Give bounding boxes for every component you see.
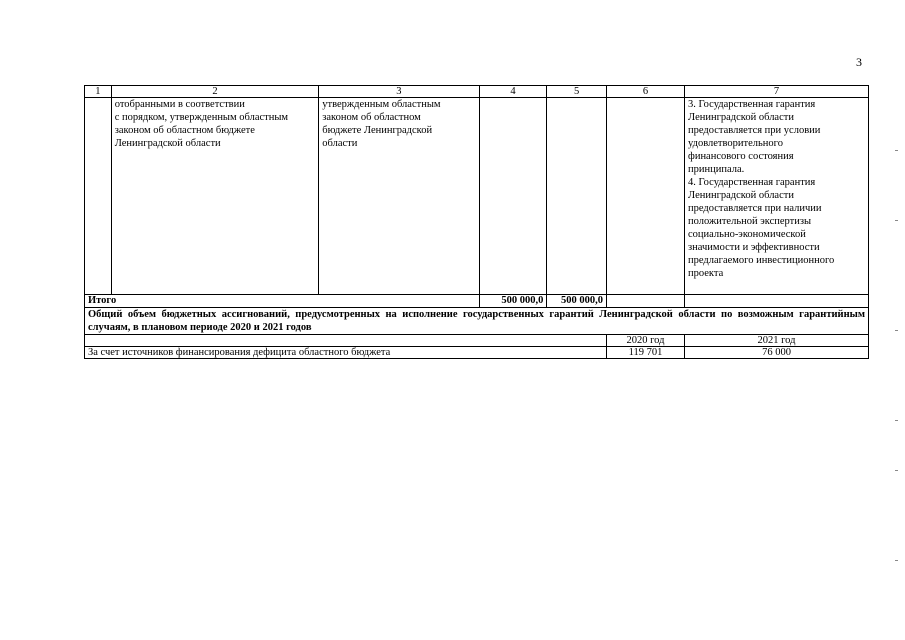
cell-2-line: отобранными в соответствии [114, 99, 245, 110]
year-2020: 2020 год [606, 335, 684, 347]
funding-value-2020: 119 701 [606, 347, 684, 359]
cell-7-line: Ленинградской области [688, 112, 794, 123]
cell-7-line: Ленинградской области [688, 190, 794, 201]
row-cell-4 [479, 98, 547, 295]
cell-3-line: бюджете Ленинградской [322, 125, 433, 136]
header-row [85, 86, 869, 98]
total-empty-col7 [685, 295, 869, 308]
cell-7-line: финансового состояния [688, 151, 794, 162]
scan-mark [895, 560, 898, 561]
row-cell-6 [606, 98, 684, 295]
cell-7-line: проекта [688, 268, 724, 279]
scan-mark [895, 150, 898, 151]
cell-7-line: предоставляется при наличии [688, 203, 822, 214]
scan-mark [895, 220, 898, 221]
funding-label: За счет источников финансирования дефицита областного бюджета [85, 347, 607, 359]
total-value-col4: 500 000,0 [479, 295, 547, 308]
row-cell-1 [85, 98, 112, 295]
header-cell-2: 2 [111, 86, 319, 98]
cell-7-line: положительной экспертизы [688, 216, 812, 227]
scan-mark [895, 420, 898, 421]
cell-2-line: с порядком, утвержденным областным [114, 112, 289, 123]
row-cell-7 [685, 98, 869, 295]
total-label: Итого [85, 295, 480, 308]
cell-7-line: социально-экономической [688, 229, 806, 240]
cell-7-line: удовлетворительного [688, 138, 783, 149]
cell-7-line: предлагаемого инвестиционного [688, 255, 835, 266]
header-cell-1: 1 [85, 86, 112, 98]
row-cell-2 [111, 98, 319, 295]
header-cell-6: 6 [606, 86, 684, 98]
years-row [85, 335, 869, 347]
funding-row [85, 347, 869, 359]
scan-mark [895, 330, 898, 331]
scan-mark [895, 470, 898, 471]
header-cell-4: 4 [479, 86, 547, 98]
page-number: 3 [856, 55, 862, 69]
cell-3-line: утвержденным областным [322, 99, 441, 110]
total-value-col5: 500 000,0 [547, 295, 607, 308]
year-2021: 2021 год [685, 335, 869, 347]
header-cell-3: 3 [319, 86, 479, 98]
cell-7-line: предоставляется при условии [688, 125, 821, 136]
summary-text: Общий объем бюджетных ассигнований, предусмотренных на исполнение государственных гарантий Ленинградской области по возможным гарантийным случаям, в плановом периоде 2020 и 2021 годов [85, 308, 869, 335]
total-row [85, 295, 869, 308]
cell-3-line: законом об областном [322, 112, 421, 123]
years-spacer [85, 335, 607, 347]
header-cell-5: 5 [547, 86, 607, 98]
summary-row [85, 308, 869, 335]
cell-7-line: значимости и эффективности [688, 242, 820, 253]
row-cell-3 [319, 98, 479, 295]
cell-3-line: области [322, 138, 358, 149]
table-row [85, 98, 869, 295]
guarantee-table [84, 85, 869, 359]
cell-2-line: Ленинградской области [114, 138, 221, 149]
cell-7-line: принципала. [688, 164, 745, 175]
total-empty-col6 [606, 295, 684, 308]
funding-value-2021: 76 000 [685, 347, 869, 359]
row-cell-5 [547, 98, 607, 295]
header-cell-7: 7 [685, 86, 869, 98]
cell-2-line: законом об областном бюджете [114, 125, 255, 136]
cell-7-line: 4. Государственная гарантия [688, 177, 816, 188]
cell-7-line: 3. Государственная гарантия [688, 99, 816, 110]
